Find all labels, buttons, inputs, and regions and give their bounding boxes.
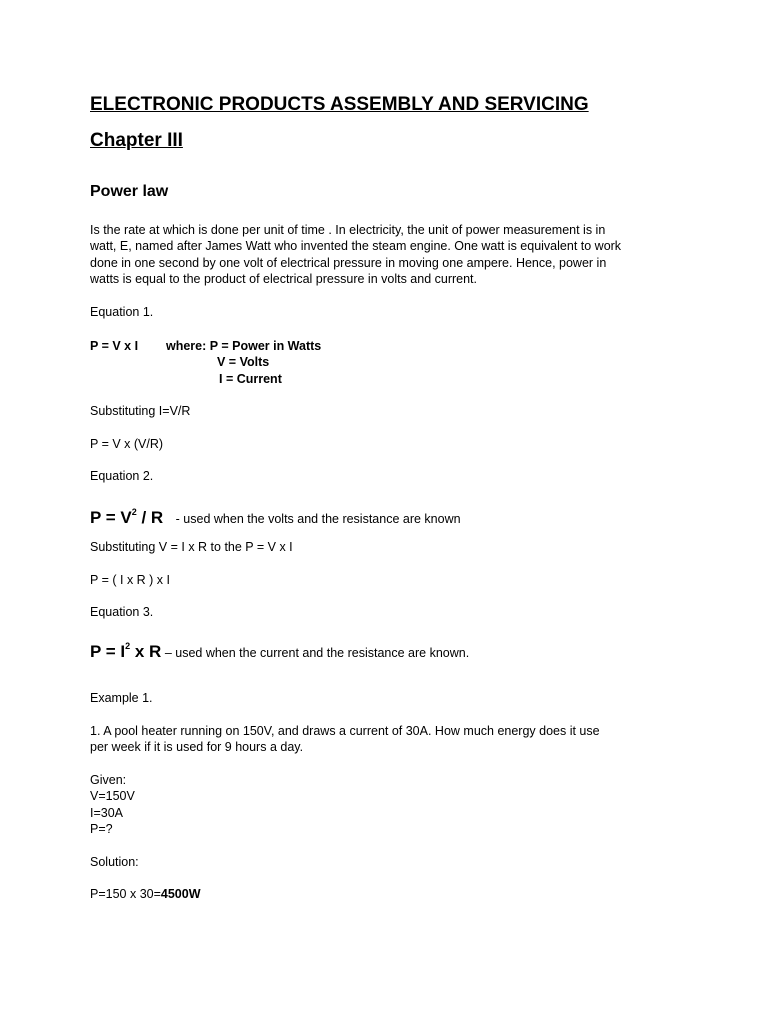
given-block <box>90 772 135 838</box>
solution-expression: P=150 x 30= <box>90 887 161 901</box>
intro-line: watt, E, named after James Watt who invented the steam engine. One watt is equivalent to work <box>90 239 622 254</box>
solution-line <box>90 886 201 902</box>
equation-1-label: Equation 1. <box>90 305 154 319</box>
example-problem <box>90 723 600 756</box>
section-heading: Power law <box>90 183 169 200</box>
given-item: I=30A <box>90 805 124 820</box>
given-label: Given: <box>90 773 127 787</box>
equation-1-formula: P = V x I <box>90 339 139 353</box>
intro-paragraph <box>90 222 670 288</box>
intro-line: Is the rate at which is done per unit of time . In electricity, the unit of power measurement is in <box>90 223 606 237</box>
given-item: V=150V <box>90 789 135 804</box>
equation-2-label: Equation 2. <box>90 469 154 483</box>
equation-2-line <box>90 500 461 531</box>
document-title: ELECTRONIC PRODUCTS ASSEMBLY AND SERVICING <box>90 94 589 115</box>
substitution-1-result: P = V x (V/R) <box>90 437 164 451</box>
equation-1-volts: V = Volts <box>217 355 270 369</box>
equation-3-formula: $P = I^2$ x R <box>90 641 162 661</box>
example-line: 1. A pool heater running on 150V, and draws a current of 30A. How much energy does it use <box>90 724 600 738</box>
substitution-2-result: P = ( I x R ) x I <box>90 573 170 587</box>
solution-result: 4500W <box>160 887 201 901</box>
example-line: per week if it is used for 9 hours a day. <box>90 740 304 755</box>
equation-1-where: where: P = Power in Watts <box>166 339 322 353</box>
intro-line: watts is equal to the product of electrical pressure in volts and current. <box>90 272 477 287</box>
chapter-heading: Chapter III <box>90 130 183 151</box>
given-item: P=? <box>90 822 113 837</box>
equation-3-label: Equation 3. <box>90 605 154 619</box>
equation-1-current: I = Current <box>219 372 282 386</box>
equation-3-line <box>90 634 469 665</box>
equation-2-formula: $P = V^2 / R$ <box>90 507 164 527</box>
substitution-2: Substituting V = I x R to the P = V x I <box>90 540 293 554</box>
equation-3-note: – used when the current and the resistance are known. <box>161 646 470 660</box>
example-label: Example 1. <box>90 691 153 705</box>
solution-label: Solution: <box>90 855 139 869</box>
intro-line: done in one second by one volt of electrical pressure in moving one ampere. Hence, power in <box>90 255 607 270</box>
substitution-1: Substituting I=V/R <box>90 404 191 418</box>
equation-2-note: - used when the volts and the resistance are known <box>175 512 461 526</box>
